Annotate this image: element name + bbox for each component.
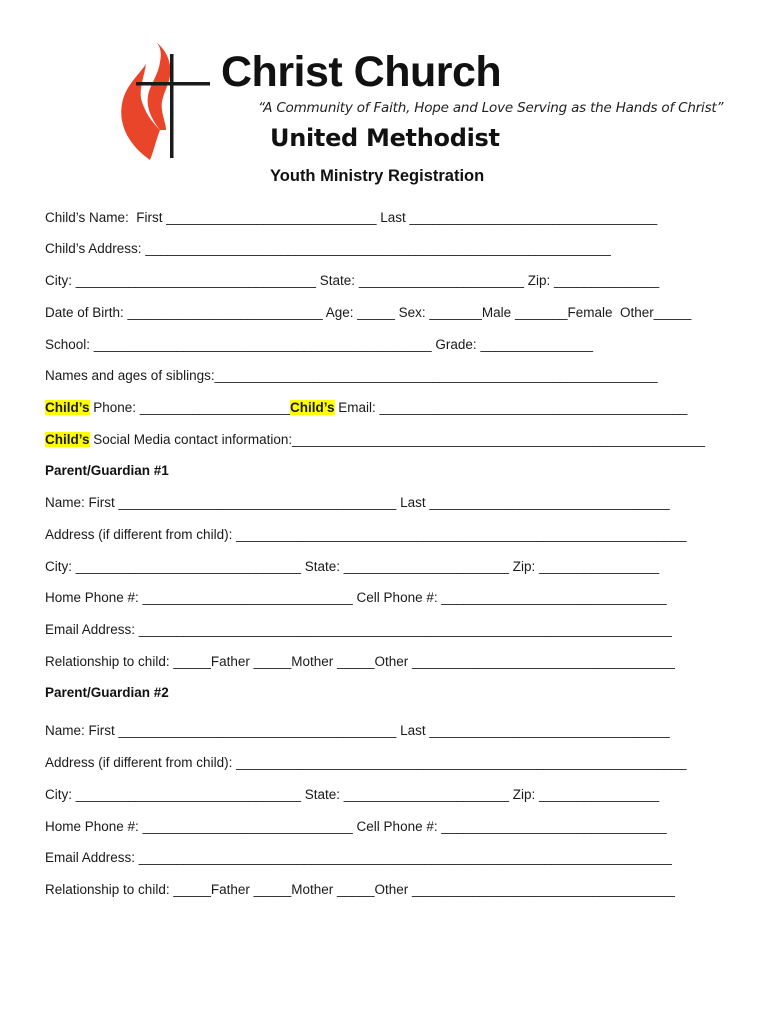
sex-label: Sex: [394, 305, 430, 320]
guardian1-heading: Parent/Guardian #1 [45, 463, 169, 478]
church-name: Christ Church [221, 48, 502, 96]
dob-label: Date of Birth: [45, 305, 128, 320]
guardian1-state-label: State: [301, 559, 344, 574]
guardian2-address-field[interactable]: ____________________________________________________________ [236, 755, 687, 770]
guardian2-city-field[interactable]: ______________________________ [75, 787, 302, 802]
guardian1-email-field[interactable]: _______________________________________________________________________ [138, 622, 672, 637]
school-label: School: [45, 337, 94, 352]
guardian1-zip-label: Zip: [508, 559, 539, 574]
guardian1-name-label: Name: First [45, 495, 119, 510]
guardian1-first-name-field[interactable]: _____________________________________ [118, 495, 397, 510]
guardian1-relationship-label: Relationship to child: [45, 654, 174, 669]
child-school-row [45, 337, 593, 352]
cross-and-flame-logo [116, 42, 216, 162]
age-label: Age: [322, 305, 358, 320]
sex-male-field[interactable]: _______ [429, 305, 482, 320]
child-last-name-field[interactable]: _________________________________ [409, 210, 658, 225]
guardian1-home-phone-label: Home Phone #: [45, 590, 143, 605]
guardian1-state-field[interactable]: ______________________ [343, 559, 509, 574]
child-state-field[interactable]: ______________________ [358, 273, 524, 288]
guardian1-last-name-field[interactable]: ________________________________ [429, 495, 670, 510]
guardian2-name-row [45, 723, 670, 738]
cross-horizontal [136, 82, 210, 86]
child-city-field[interactable]: ________________________________ [75, 273, 317, 288]
form-title: Youth Ministry Registration [270, 167, 485, 185]
child-email-field[interactable]: _________________________________________ [379, 400, 688, 415]
child-social-row [45, 432, 705, 447]
guardian2-last-name-field[interactable]: ________________________________ [429, 723, 670, 738]
childs-highlight-label: Child’s [45, 400, 90, 415]
child-dob-row [45, 305, 691, 320]
guardian1-cell-phone-field[interactable]: ______________________________ [441, 590, 667, 605]
guardian2-state-label: State: [301, 787, 344, 802]
guardian2-home-phone-label: Home Phone #: [45, 819, 143, 834]
guardian1-other-label: Other [374, 654, 413, 669]
siblings-field[interactable]: ___________________________________________________________ [214, 368, 658, 383]
guardian1-mother-field[interactable]: _____ [253, 654, 292, 669]
guardian1-other-text-field[interactable]: ___________________________________ [412, 654, 675, 669]
guardian2-other-text-field[interactable]: ___________________________________ [412, 882, 675, 897]
guardian2-home-phone-field[interactable]: ____________________________ [142, 819, 353, 834]
guardian1-mother-label: Mother [291, 654, 337, 669]
child-city-row [45, 273, 659, 288]
guardian1-email-label: Email Address: [45, 622, 139, 637]
child-phone-email-row [45, 400, 687, 415]
sex-other-field[interactable]: _____ [653, 305, 692, 320]
child-state-label: State: [316, 273, 359, 288]
guardian2-other-field[interactable]: _____ [336, 882, 375, 897]
guardian1-father-label: Father [210, 654, 254, 669]
child-zip-label: Zip: [524, 273, 555, 288]
guardian2-cell-phone-field[interactable]: ______________________________ [441, 819, 667, 834]
guardian1-other-field[interactable]: _____ [336, 654, 375, 669]
guardian2-city-label: City: [45, 787, 76, 802]
child-address-label: Child’s Address: [45, 241, 146, 256]
guardian2-email-row [45, 850, 672, 865]
guardian2-last-name-label: Last [396, 723, 430, 738]
guardian2-heading: Parent/Guardian #2 [45, 685, 169, 700]
guardian1-address-label: Address (if different from child): [45, 527, 237, 542]
guardian2-email-field[interactable]: _______________________________________________________________________ [138, 850, 672, 865]
siblings-label: Names and ages of siblings: [45, 368, 215, 383]
guardian1-address-field[interactable]: ____________________________________________________________ [236, 527, 687, 542]
guardian1-father-field[interactable]: _____ [173, 654, 211, 669]
guardian1-home-phone-field[interactable]: ____________________________ [142, 590, 353, 605]
guardian1-name-row [45, 495, 670, 510]
guardian2-father-label: Father [210, 882, 254, 897]
guardian2-other-label: Other [374, 882, 413, 897]
guardian2-mother-field[interactable]: _____ [253, 882, 292, 897]
guardian1-address-row [45, 527, 687, 542]
social-media-field[interactable]: _______________________________________________________ [292, 432, 706, 447]
child-name-row [45, 210, 657, 225]
guardian2-zip-field[interactable]: ________________ [539, 787, 660, 802]
child-address-field[interactable]: ______________________________________________________________ [145, 241, 611, 256]
childs-highlight-label: Child’s [289, 400, 335, 415]
childs-highlight-label: Child’s [45, 432, 90, 447]
social-media-label: Social Media contact information: [89, 432, 293, 447]
guardian1-cell-phone-label: Cell Phone #: [352, 590, 442, 605]
dob-field[interactable]: __________________________ [127, 305, 323, 320]
guardian2-name-label: Name: First [45, 723, 119, 738]
sex-female-field[interactable]: _______ [514, 305, 568, 320]
child-first-name-field[interactable]: ____________________________ [166, 210, 377, 225]
child-phone-label: Phone: [89, 400, 140, 415]
cross-vertical [170, 54, 174, 158]
child-last-name-label: Last [376, 210, 410, 225]
age-field[interactable]: _____ [357, 305, 395, 320]
guardian2-state-field[interactable]: ______________________ [343, 787, 509, 802]
guardian2-city-row [45, 787, 659, 802]
guardian2-zip-label: Zip: [508, 787, 539, 802]
guardian1-relationship-row [45, 654, 675, 669]
guardian2-address-label: Address (if different from child): [45, 755, 237, 770]
child-name-label: Child’s Name: First [45, 210, 167, 225]
grade-label: Grade: [431, 337, 481, 352]
sex-female-other-label: Female Other [567, 305, 654, 320]
guardian2-relationship-label: Relationship to child: [45, 882, 174, 897]
denomination-title: United Methodist [270, 124, 500, 152]
guardian1-email-row [45, 622, 672, 637]
child-email-label: Email: [334, 400, 380, 415]
guardian2-relationship-row [45, 882, 675, 897]
guardian1-city-label: City: [45, 559, 76, 574]
guardian1-last-name-label: Last [396, 495, 430, 510]
child-zip-field[interactable]: ______________ [554, 273, 660, 288]
siblings-row [45, 368, 658, 383]
guardian1-city-field[interactable]: ______________________________ [75, 559, 302, 574]
school-field[interactable]: _____________________________________________ [93, 337, 432, 352]
guardian1-zip-field[interactable]: ________________ [539, 559, 660, 574]
grade-field[interactable]: _______________ [480, 337, 594, 352]
guardian2-address-row [45, 755, 687, 770]
sex-male-label: Male [481, 305, 515, 320]
guardian1-city-row [45, 559, 659, 574]
church-tagline: “A Community of Faith, Hope and Love Serving as the Hands of Christ” [258, 100, 724, 116]
guardian2-email-label: Email Address: [45, 850, 139, 865]
child-address-row [45, 241, 611, 256]
child-city-label: City: [45, 273, 76, 288]
child-phone-field[interactable]: ____________________ [139, 400, 290, 415]
guardian1-phone-row [45, 590, 667, 605]
guardian2-first-name-field[interactable]: _____________________________________ [118, 723, 397, 738]
guardian2-mother-label: Mother [291, 882, 337, 897]
guardian2-phone-row [45, 819, 667, 834]
guardian2-cell-phone-label: Cell Phone #: [352, 819, 442, 834]
guardian2-father-field[interactable]: _____ [173, 882, 211, 897]
flame-right-tongue [148, 42, 171, 130]
